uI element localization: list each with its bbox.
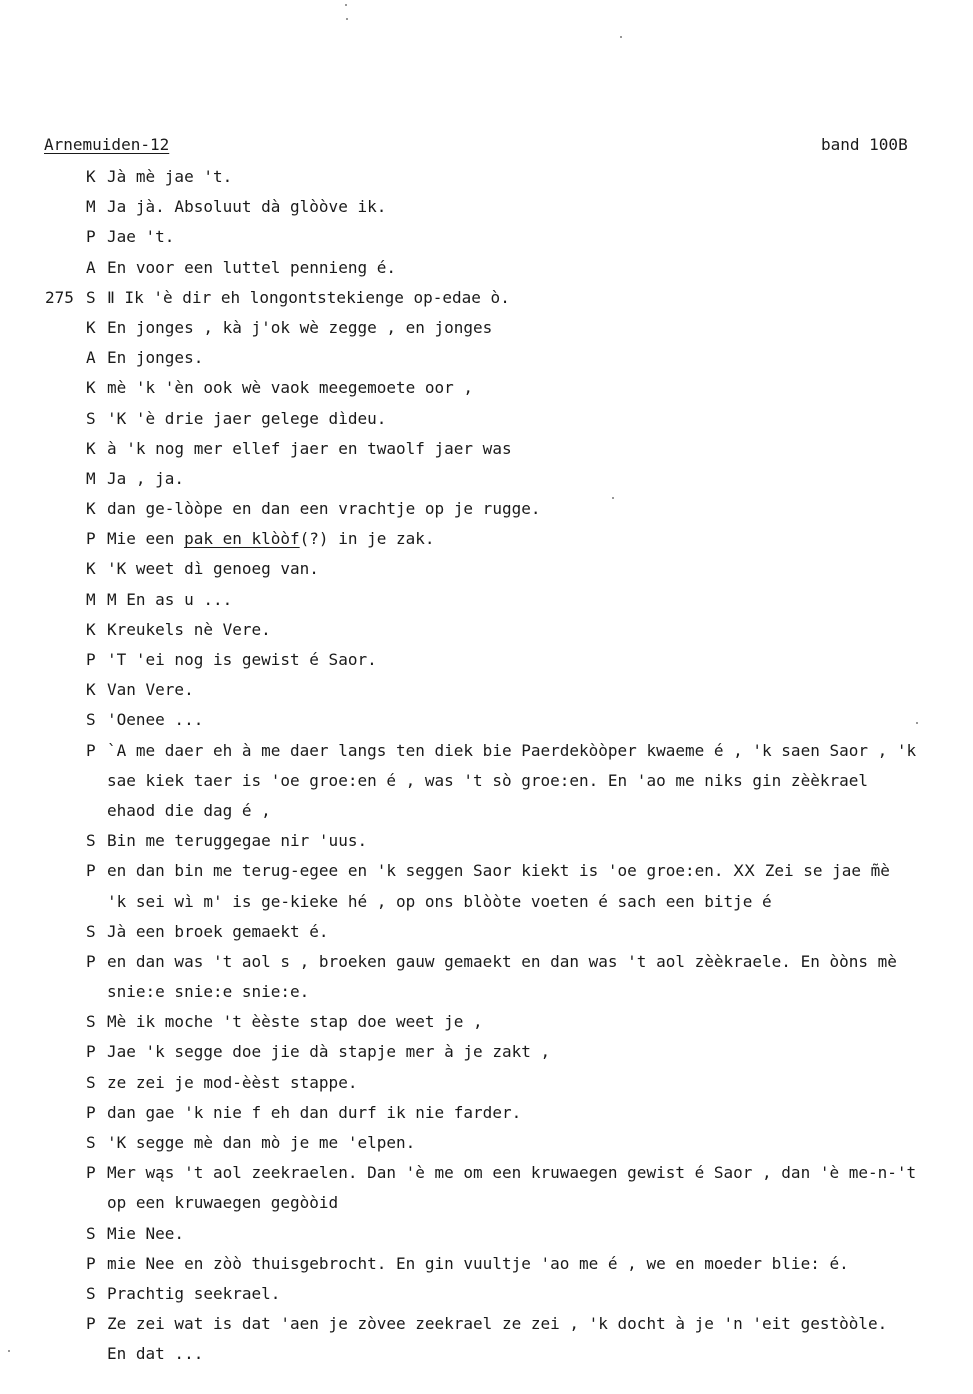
- speaker-code: S: [86, 408, 96, 428]
- utterance-text: [107, 498, 540, 520]
- text-segment: dan gae 'k nie f eh dan durf ik nie farder.: [107, 1102, 522, 1122]
- line-number: 275: [45, 287, 74, 307]
- speaker-code: P: [86, 1253, 96, 1273]
- text-segment: Bin me teruggegae nir 'uus.: [107, 831, 368, 851]
- utterance-text: [107, 558, 319, 580]
- text-segment: Kreukels nè Vere.: [107, 619, 271, 639]
- text-segment: 'K weet dì genoeg van.: [107, 559, 319, 579]
- utterance-line: [0, 1102, 973, 1132]
- utterance-text: [107, 257, 396, 279]
- utterance-line: [0, 257, 973, 287]
- speaker-code: K: [86, 378, 96, 398]
- speaker-code: K: [86, 167, 96, 186]
- utterance-text: [107, 1132, 415, 1154]
- utterance-line: [0, 1162, 973, 1192]
- speaker-code: A: [86, 348, 96, 368]
- speaker-code: S: [86, 1072, 96, 1092]
- speaker-code: K: [86, 317, 96, 337]
- text-segment: (?) in je zak.: [299, 529, 435, 549]
- utterance-text: [107, 589, 232, 611]
- speaker-code: P: [86, 1163, 96, 1183]
- utterance-line: [0, 709, 973, 739]
- utterance-line: [0, 649, 973, 679]
- speaker-code: P: [86, 1042, 96, 1062]
- utterance-line: [0, 317, 973, 347]
- speaker-code: M: [86, 589, 96, 609]
- continuation-line: [0, 800, 973, 830]
- speaker-code: S: [86, 287, 96, 307]
- speaker-code: A: [86, 257, 96, 277]
- scan-speck: [346, 18, 348, 20]
- text-segment: Prachtig seekrael.: [107, 1283, 281, 1303]
- scan-speck: [612, 497, 614, 499]
- utterance-text: [107, 1192, 338, 1214]
- text-segment: ehaod die dag é ,: [107, 800, 271, 820]
- utterance-text: [107, 649, 377, 671]
- speaker-code: K: [86, 438, 96, 458]
- text-segment: Jae 't.: [107, 227, 175, 247]
- speaker-code: K: [86, 559, 96, 579]
- utterance-text: [107, 166, 232, 188]
- utterance-text: [107, 891, 772, 913]
- text-segment: En jonges.: [107, 348, 204, 368]
- utterance-text: [107, 1072, 357, 1094]
- speaker-code: S: [86, 710, 96, 730]
- utterance-text: [107, 1283, 280, 1305]
- text-segment: snie:e snie:e snie:e.: [107, 982, 310, 1002]
- text-segment: mie Nee en zòò thuisgebrocht. En gin vuultje 'ao me é , we en moeder blie: é.: [107, 1253, 849, 1273]
- text-segment: En voor een luttel pennieng é.: [107, 257, 396, 277]
- utterance-text: [107, 438, 512, 460]
- utterance-text: [107, 1343, 203, 1365]
- continuation-line: [0, 1192, 973, 1222]
- scan-speck: [620, 36, 622, 38]
- text-segment: Jae 'k segge doe jie dà stapje mer à je zakt ,: [107, 1042, 551, 1062]
- text-segment: `A me daer eh à me daer langs ten diek bie Paerdekòòper kwaeme é , 'k saen Saor , 'k: [107, 740, 917, 760]
- utterance-line: [0, 740, 973, 770]
- utterance-line: [0, 528, 973, 558]
- text-segment: 'T 'ei nog is gewist é Saor.: [107, 650, 377, 669]
- utterance-text: [107, 1041, 550, 1063]
- utterance-text: [107, 468, 184, 490]
- utterance-line: [0, 921, 973, 951]
- text-segment: En jonges , kà j'ok wè zegge , en jonges: [107, 317, 493, 337]
- utterance-text: [107, 1223, 184, 1245]
- utterance-line: [0, 1313, 973, 1343]
- speaker-code: M: [86, 468, 96, 488]
- utterance-line: [0, 226, 973, 256]
- speaker-code: S: [86, 831, 96, 851]
- utterance-text: [107, 679, 194, 701]
- utterance-text: [107, 1102, 521, 1124]
- utterance-text: [107, 800, 271, 822]
- utterance-text: [107, 408, 386, 430]
- utterance-line: [0, 1011, 973, 1041]
- utterance-line: [0, 589, 973, 619]
- utterance-line: [0, 166, 973, 196]
- text-segment: mè 'k 'èn ook wè vaok meegemoete oor ,: [107, 378, 474, 398]
- text-segment: En dat ...: [107, 1344, 204, 1364]
- speaker-code: P: [86, 227, 96, 247]
- text-segment: M En as u ...: [107, 589, 233, 609]
- text-segment: 'K segge mè dan mò je me 'elpen.: [107, 1133, 416, 1152]
- speaker-code: S: [86, 1223, 96, 1243]
- utterance-line: [0, 619, 973, 649]
- utterance-text: [107, 1011, 483, 1033]
- text-segment: Ze zei wat is dat 'aen je zòvee zeekrael ze zei , 'k docht à je 'n 'eit gestòòle.: [107, 1314, 888, 1334]
- utterance-line: [0, 860, 973, 890]
- utterance-line: [0, 408, 973, 438]
- utterance-line: [0, 498, 973, 528]
- tape-label: band 100B: [821, 135, 908, 154]
- text-segment: 'k sei wì m' is ge-kieke hé , op ons blòòte voeten é sach een bitje é: [107, 891, 772, 911]
- utterance-text: [107, 830, 367, 852]
- utterance-text: [107, 740, 916, 762]
- speaker-code: P: [86, 650, 96, 669]
- speaker-code: P: [86, 1314, 96, 1334]
- continuation-line: [0, 891, 973, 921]
- text-segment: Ⅱ Ik 'è dir eh longontstekienge op-edae ò.: [107, 287, 510, 307]
- utterance-text: [107, 1253, 849, 1275]
- speaker-code: K: [86, 499, 96, 519]
- speaker-code: K: [86, 619, 96, 639]
- utterance-text: [107, 981, 309, 1003]
- text-segment: Mer wąs 't aol zeekraelen. Dan 'è me om een kruwaegen gewist é Saor , dan 'è me-n-'t: [107, 1163, 917, 1183]
- utterance-text: [107, 770, 868, 792]
- speaker-code: S: [86, 1283, 96, 1303]
- text-segment: Jà een broek gemaekt é.: [107, 921, 329, 941]
- text-segment: en dan bin me terug-egee en 'k seggen Saor kiekt is 'oe groe:en. ⅩⅩ Zei se jae m̃è: [107, 861, 890, 881]
- continuation-line: [0, 981, 973, 1011]
- utterance-text: [107, 921, 329, 943]
- speaker-code: P: [86, 861, 96, 881]
- utterance-text: [107, 196, 386, 218]
- speaker-code: S: [86, 921, 96, 941]
- utterance-text: [107, 226, 174, 248]
- utterance-text: [107, 860, 890, 882]
- utterance-line: [0, 951, 973, 981]
- utterance-line: [0, 347, 973, 377]
- underlined-phrase: pak en klòòf: [184, 529, 300, 549]
- utterance-line: [0, 1041, 973, 1071]
- text-segment: op een kruwaegen gegòòid: [107, 1193, 339, 1213]
- utterance-text: [107, 619, 271, 641]
- utterance-text: [107, 1313, 887, 1335]
- speaker-code: P: [86, 740, 96, 760]
- text-segment: dan ge-lòòpe en dan een vrachtje op je rugge.: [107, 499, 541, 519]
- text-segment: à 'k nog mer ellef jaer en twaolf jaer was: [107, 438, 512, 458]
- utterance-line: [0, 196, 973, 226]
- text-segment: en dan was 't aol s , broeken gauw gemaekt en dan was 't aol zèèkraele. En òòns mè: [107, 951, 897, 971]
- utterance-line: [0, 1283, 973, 1313]
- speaker-code: P: [86, 1102, 96, 1122]
- speaker-code: P: [86, 529, 96, 549]
- utterance-text: [107, 347, 203, 369]
- utterance-line: [0, 377, 973, 407]
- speaker-code: S: [86, 1012, 96, 1032]
- utterance-line: [0, 468, 973, 498]
- utterance-line: [0, 1253, 973, 1283]
- text-segment: 'K 'è drie jaer gelege dìdeu.: [107, 408, 387, 428]
- text-segment: Ja jà. Absoluut dà glòòve ik.: [107, 197, 387, 217]
- utterance-text: [107, 377, 473, 399]
- text-segment: sae kiek taer is 'oe groe:en é , was 't sò groe:en. En 'ao me niks gin zèèkrael: [107, 770, 868, 790]
- text-segment: Jà mè jae 't.: [107, 167, 233, 186]
- continuation-line: [0, 1343, 973, 1373]
- document-title: Arnemuiden-12: [44, 135, 170, 154]
- text-segment: Ja , ja.: [107, 468, 185, 488]
- text-segment: Mè ik moche 't èèste stap doe weet je ,: [107, 1012, 483, 1032]
- utterance-line: [0, 558, 973, 588]
- speaker-code: M: [86, 197, 96, 217]
- speaker-code: P: [86, 951, 96, 971]
- utterance-text: [107, 528, 435, 550]
- scan-speck: [345, 4, 347, 6]
- utterance-line: [0, 287, 973, 317]
- utterance-line: [0, 438, 973, 468]
- utterance-text: [107, 287, 510, 309]
- continuation-line: [0, 770, 973, 800]
- utterance-text: [107, 1162, 916, 1184]
- utterance-text: [107, 951, 897, 973]
- text-segment: Van Vere.: [107, 680, 194, 700]
- scan-speck: [916, 722, 918, 724]
- utterance-text: [107, 709, 203, 731]
- text-segment: ze zei je mod-èèst stappe.: [107, 1072, 358, 1092]
- utterance-line: [0, 1072, 973, 1102]
- scan-speck: [8, 1350, 10, 1352]
- text-segment: Mie een: [107, 529, 185, 549]
- utterance-line: [0, 679, 973, 709]
- utterance-line: [0, 1223, 973, 1253]
- speaker-code: S: [86, 1133, 96, 1152]
- speaker-code: K: [86, 680, 96, 700]
- text-segment: Mie Nee.: [107, 1223, 185, 1243]
- utterance-line: [0, 1132, 973, 1162]
- utterance-line: [0, 830, 973, 860]
- transcript-lines: [0, 166, 973, 1374]
- utterance-text: [107, 317, 492, 339]
- text-segment: 'Oenee ...: [107, 710, 204, 730]
